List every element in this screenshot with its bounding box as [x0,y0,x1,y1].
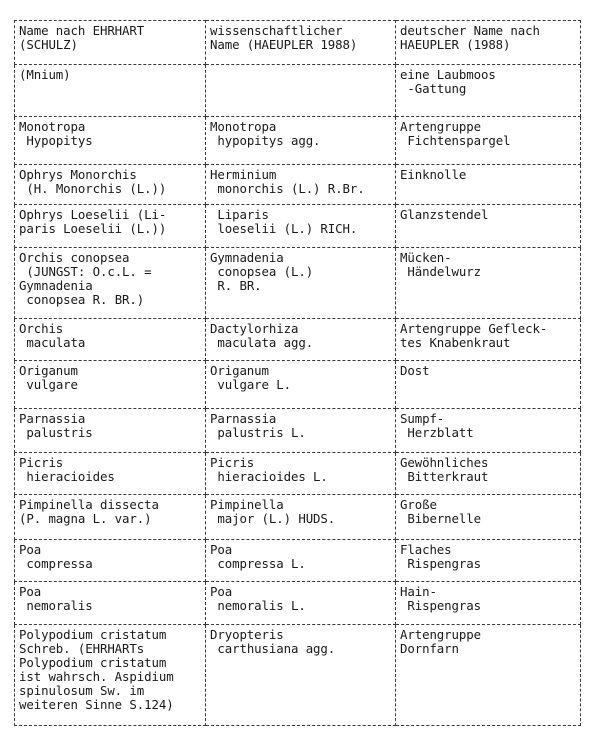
german-name-cell: Artengruppe Dornfarn [396,625,581,726]
scientific-name-cell: Herminium monorchis (L.) R.Br. [206,165,396,205]
german-name-cell: eine Laubmoos -Gattung [396,65,581,117]
table-row [15,319,581,361]
table-row [15,540,581,582]
header-ehrhart-name: Name nach EHRHART (SCHULZ) [15,21,206,65]
table-row [15,409,581,453]
ehrhart-name-cell: Parnassia palustris [15,409,206,453]
german-name-cell: Dost [396,361,581,409]
table-row [15,248,581,319]
scientific-name-cell: Dryopteris carthusiana agg. [206,625,396,726]
ehrhart-name-cell: Orchis maculata [15,319,206,361]
german-name-cell: Flaches Rispengras [396,540,581,582]
table-row [15,495,581,540]
ehrhart-name-cell: Polypodium cristatum Schreb. (EHRHARTs Polypodium cristatum ist wahrsch. Aspidium spinulosum Sw. im weiteren Sinne S.124) [15,625,206,726]
header-row [15,21,581,65]
ehrhart-name-cell: Orchis conopsea (JUNGST: O.c.L. = Gymnadenia conopsea R. BR.) [15,248,206,319]
ehrhart-name-cell: Origanum vulgare [15,361,206,409]
german-name-cell: Artengruppe Gefleck- tes Knabenkraut [396,319,581,361]
table-row [15,625,581,726]
species-name-table [14,20,581,726]
table-row [15,65,581,117]
scientific-name-cell: Monotropa hypopitys agg. [206,117,396,165]
ehrhart-name-cell: Pimpinella dissecta (P. magna L. var.) [15,495,206,540]
scientific-name-cell: Dactylorhiza maculata agg. [206,319,396,361]
scientific-name-cell: Picris hieracioides L. [206,453,396,495]
scientific-name-cell: Origanum vulgare L. [206,361,396,409]
table-row [15,361,581,409]
ehrhart-name-cell: (Mnium) [15,65,206,117]
ehrhart-name-cell: Ophrys Loeselii (Li- paris Loeselii (L.)) [15,205,206,248]
scientific-name-cell: Gymnadenia conopsea (L.) R. BR. [206,248,396,319]
scientific-name-cell: Parnassia palustris L. [206,409,396,453]
table-row [15,205,581,248]
german-name-cell: Sumpf- Herzblatt [396,409,581,453]
german-name-cell: Einknolle [396,165,581,205]
table-row [15,117,581,165]
table-row [15,453,581,495]
scientific-name-cell [206,65,396,117]
german-name-cell: Gewöhnliches Bitterkraut [396,453,581,495]
ehrhart-name-cell: Ophrys Monorchis (H. Monorchis (L.)) [15,165,206,205]
header-scientific-name: wissenschaftlicher Name (HAEUPLER 1988) [206,21,396,65]
scientific-name-cell: Liparis loeselii (L.) RICH. [206,205,396,248]
ehrhart-name-cell: Monotropa Hypopitys [15,117,206,165]
ehrhart-name-cell: Poa nemoralis [15,582,206,625]
ehrhart-name-cell: Picris hieracioides [15,453,206,495]
table-row [15,582,581,625]
header-german-name: deutscher Name nach HAEUPLER (1988) [396,21,581,65]
german-name-cell: Hain- Rispengras [396,582,581,625]
scientific-name-cell: Poa compressa L. [206,540,396,582]
scientific-name-cell: Poa nemoralis L. [206,582,396,625]
german-name-cell: Glanzstendel [396,205,581,248]
german-name-cell: Artengruppe Fichtenspargel [396,117,581,165]
ehrhart-name-cell: Poa compressa [15,540,206,582]
scientific-name-cell: Pimpinella major (L.) HUDS. [206,495,396,540]
german-name-cell: Mücken- Händelwurz [396,248,581,319]
german-name-cell: Große Bibernelle [396,495,581,540]
table-row [15,165,581,205]
